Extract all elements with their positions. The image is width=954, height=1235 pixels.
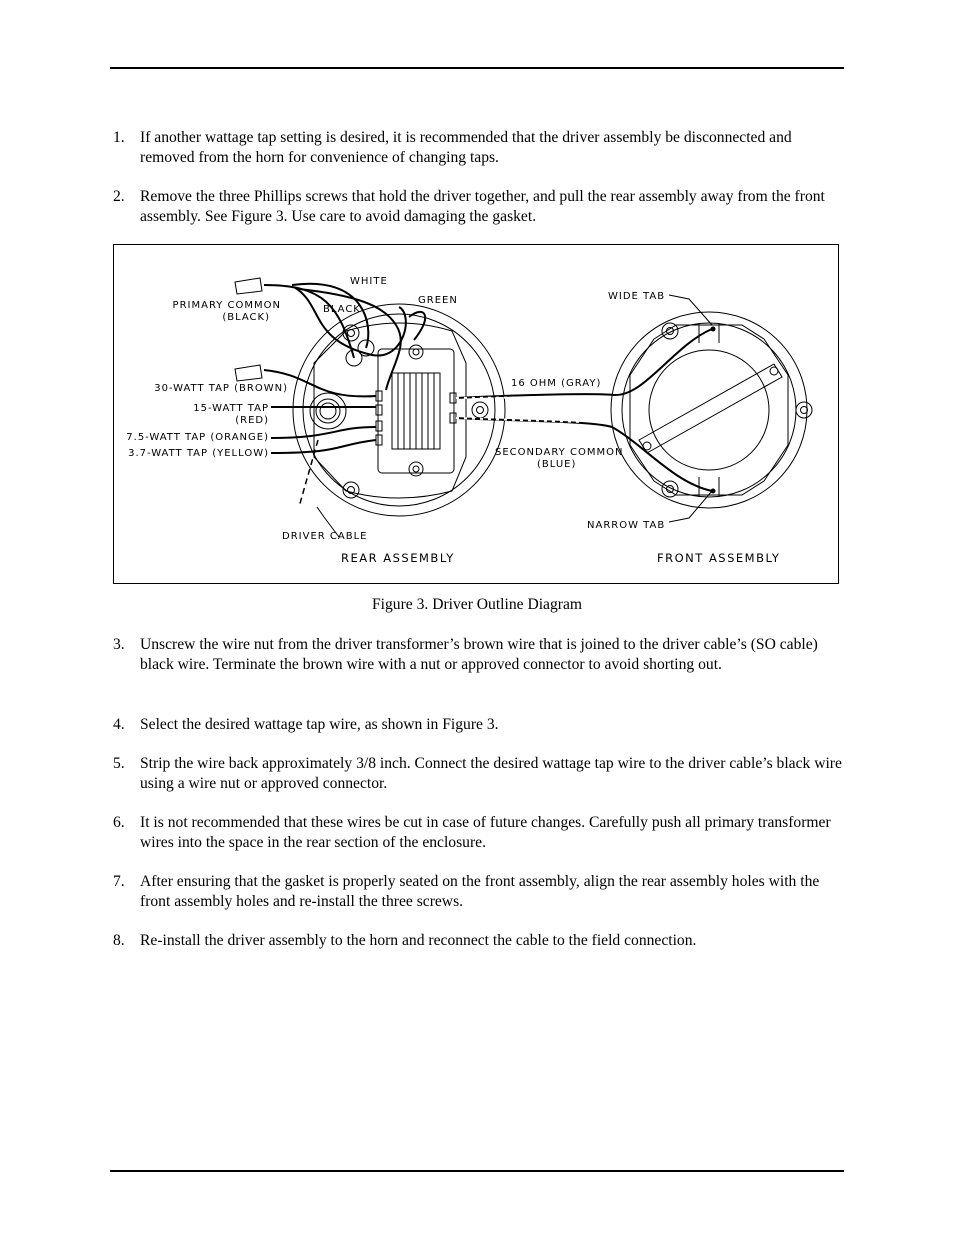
cable-gland xyxy=(310,393,346,429)
label-green: GREEN xyxy=(418,295,458,306)
screw-hole xyxy=(472,402,488,418)
label-primary-common-color: (BLACK) xyxy=(222,312,270,323)
step-number: 7. xyxy=(113,873,125,890)
front-assembly-inner-ring xyxy=(622,323,796,497)
step-number: 8. xyxy=(113,932,125,949)
step-number: 5. xyxy=(113,755,125,772)
label-secondary-common-color: (BLUE) xyxy=(537,459,577,470)
step-number: 4. xyxy=(113,716,125,733)
step-number: 2. xyxy=(113,188,125,205)
label-7-5-watt-tap: 7.5-WATT TAP (ORANGE) xyxy=(126,432,269,443)
label-15-watt-tap: 15-WATT TAP xyxy=(193,403,269,414)
step-number: 6. xyxy=(113,814,125,831)
front-assembly-outer-ring xyxy=(611,312,807,508)
step-text: After ensuring that the gasket is properly seated on the front assembly, align the rear assembly holes with the front assembly holes and re-install the three screws. xyxy=(140,873,820,910)
driver-outline-diagram xyxy=(114,245,840,585)
screw-hole xyxy=(662,481,678,497)
diaphragm xyxy=(649,350,769,470)
label-wide-tab: WIDE TAB xyxy=(608,291,666,302)
label-rear-assembly: REAR ASSEMBLY xyxy=(341,551,455,565)
label-30-watt-tap: 30-WATT TAP (BROWN) xyxy=(154,383,288,394)
screw-hole xyxy=(796,402,812,418)
step-text: If another wattage tap setting is desired, it is recommended that the driver assembly be disconnected and removed from the horn for convenience of changing taps. xyxy=(140,129,792,166)
terminal-bar xyxy=(639,364,782,453)
wire-nut-primary-common xyxy=(235,278,262,294)
label-white: WHITE xyxy=(350,276,388,287)
step-text: Re-install the driver assembly to the horn and reconnect the cable to the field connection. xyxy=(140,932,697,949)
wire-nut-30-watt xyxy=(235,365,262,381)
screw-hole xyxy=(662,323,678,339)
label-secondary-common: SECONDARY COMMON xyxy=(495,447,624,458)
header-rule xyxy=(110,67,844,69)
step-number: 3. xyxy=(113,636,125,653)
label-front-assembly: FRONT ASSEMBLY xyxy=(657,551,781,565)
label-primary-common: PRIMARY COMMON xyxy=(172,300,281,311)
step-text: Remove the three Phillips screws that hold the driver together, and pull the rear assembly away from the front assembly. See Figure 3. Use care to avoid damaging the gasket. xyxy=(140,188,825,225)
step-text: Unscrew the wire nut from the driver transformer’s brown wire that is joined to the driver cable’s (SO cable) black wire. Terminate the brown wire with a nut or approved connector to avoid shorting out. xyxy=(140,636,818,673)
label-16-ohm: 16 OHM (GRAY) xyxy=(511,378,602,389)
rear-assembly-outer-ring xyxy=(293,304,505,516)
step-text: Strip the wire back approximately 3/8 inch. Connect the desired wattage tap wire to the driver cable’s black wire using a wire nut or approved connector. xyxy=(140,755,842,792)
footer-rule xyxy=(110,1170,844,1172)
label-driver-cable: DRIVER CABLE xyxy=(282,531,368,542)
step-text: It is not recommended that these wires be cut in case of future changes. Carefully push all primary transformer wires into the space in the rear section of the enclosure. xyxy=(140,814,831,851)
label-black: BLACK xyxy=(323,304,361,315)
label-15-watt-tap-color: (RED) xyxy=(235,415,269,426)
step-number: 1. xyxy=(113,129,125,146)
step-text: Select the desired wattage tap wire, as shown in Figure 3. xyxy=(140,716,499,733)
label-narrow-tab: NARROW TAB xyxy=(587,520,666,531)
figure-caption: Figure 3. Driver Outline Diagram xyxy=(371,596,583,613)
driver-outline-figure xyxy=(113,244,839,584)
label-3-7-watt-tap: 3.7-WATT TAP (YELLOW) xyxy=(128,448,269,459)
